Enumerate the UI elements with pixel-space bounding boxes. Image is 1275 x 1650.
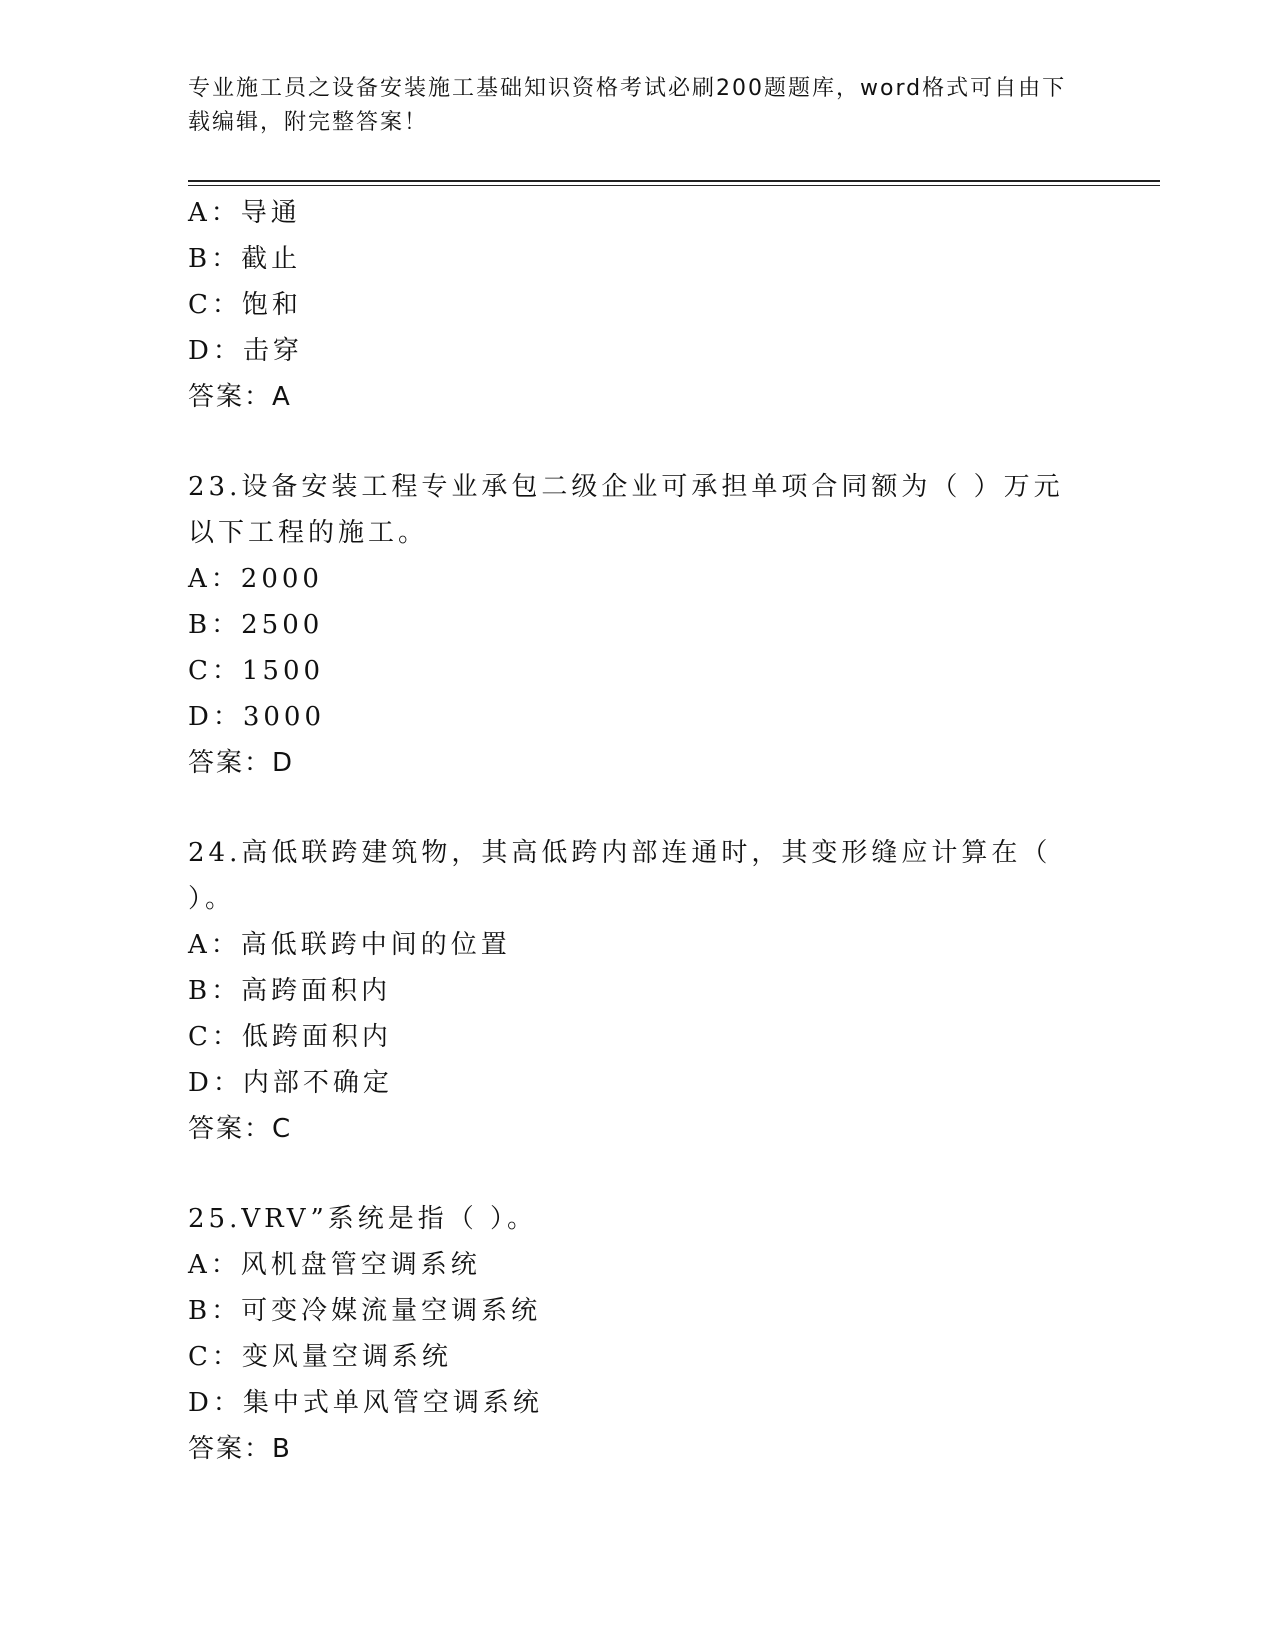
- question-22: [188, 190, 1088, 420]
- question-23: [188, 464, 1088, 786]
- answer: 答案：C: [188, 1114, 293, 1144]
- header-rule-thin: [188, 185, 1160, 186]
- option-c: C：低跨面积内: [188, 1022, 392, 1052]
- option-d: D：集中式单风管空调系统: [188, 1388, 543, 1418]
- question-list: [188, 190, 1088, 1472]
- option-a: A：高低联跨中间的位置: [188, 930, 511, 960]
- option-c: C：1500: [188, 656, 325, 686]
- question-25: [188, 1196, 1088, 1472]
- option-b: B：截止: [188, 244, 302, 274]
- question-text: 23.设备安装工程专业承包二级企业可承担单项合同额为（ ）万元以下工程的施工。: [188, 472, 1064, 548]
- option-b: B：2500: [188, 610, 324, 640]
- option-c: C：变风量空调系统: [188, 1342, 452, 1372]
- option-b: B：可变冷媒流量空调系统: [188, 1296, 542, 1326]
- question-24: [188, 830, 1088, 1152]
- header-rule: [188, 180, 1160, 182]
- option-c: C：饱和: [188, 290, 302, 320]
- option-d: D：击穿: [188, 336, 303, 366]
- option-d: D：3000: [188, 702, 326, 732]
- answer: 答案：A: [188, 382, 292, 412]
- answer: 答案：B: [188, 1434, 292, 1464]
- question-text: 25.VRV”系统是指（ ）。: [188, 1204, 538, 1234]
- option-d: D：内部不确定: [188, 1068, 393, 1098]
- option-a: A：导通: [188, 198, 301, 228]
- option-b: B：高跨面积内: [188, 976, 392, 1006]
- answer: 答案：D: [188, 748, 295, 778]
- document-header: 专业施工员之设备安装施工基础知识资格考试必刷200题题库，word格式可自由下载编辑，附完整答案！: [188, 76, 1067, 135]
- question-text: 24.高低联跨建筑物，其高低跨内部连通时，其变形缝应计算在（ ）。: [188, 838, 1052, 914]
- option-a: A：2000: [188, 564, 323, 594]
- option-a: A：风机盘管空调系统: [188, 1250, 481, 1280]
